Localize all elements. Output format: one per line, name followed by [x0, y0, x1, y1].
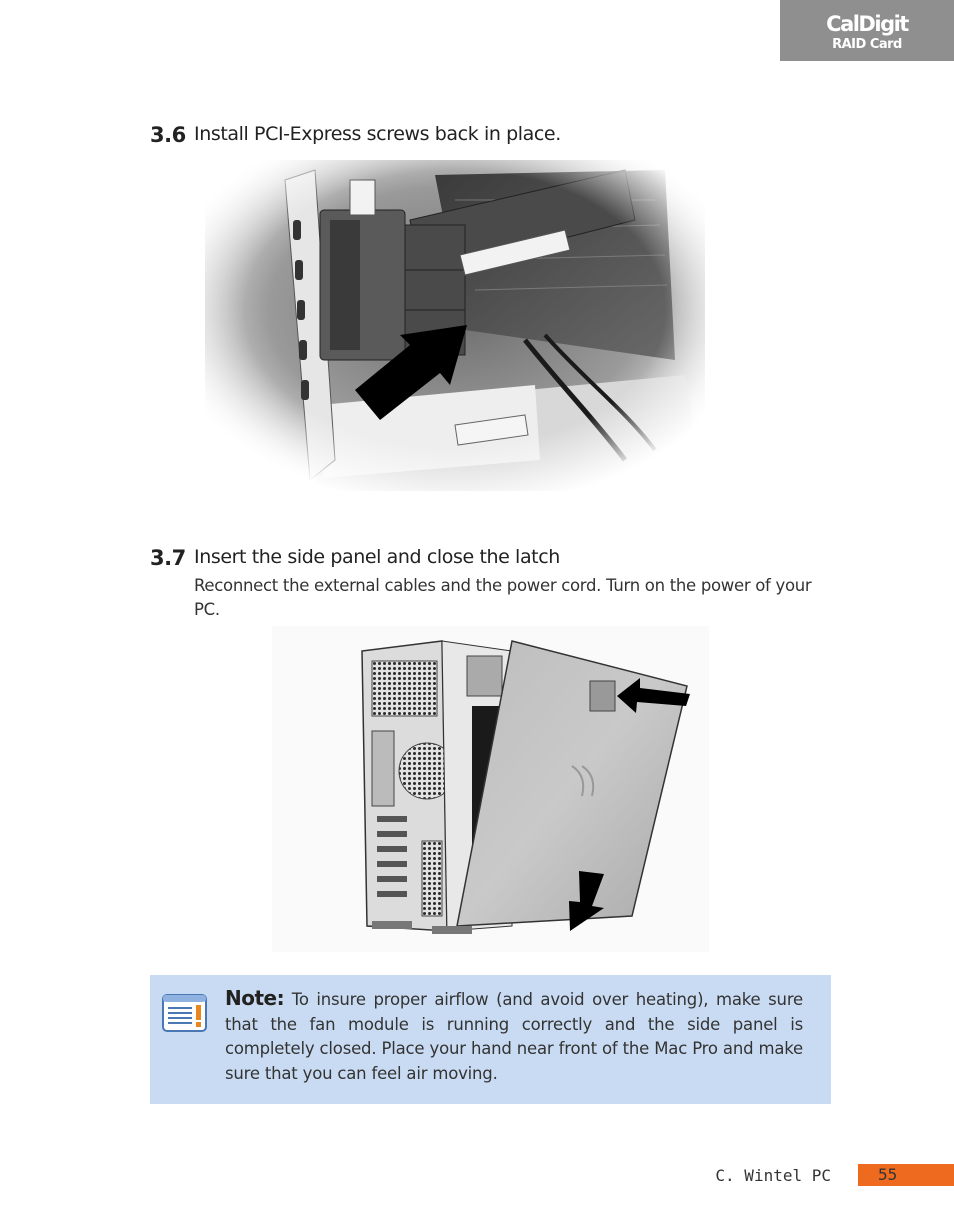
note-body: To insure proper airflow (and avoid over heating), make sure that the fan module is running correctly and the side panel is completely closed. Place your hand near front of the Mac Pro and make sure that you can feel air moving.: [225, 990, 803, 1083]
footer-section-name: C. Wintel PC: [715, 1166, 831, 1185]
page-number-tab: [858, 1164, 954, 1186]
note-box: [150, 975, 831, 1104]
side-panel-illustration: [272, 626, 709, 952]
pci-screws-illustration: [205, 160, 705, 491]
brand-subtitle: RAID Card: [832, 37, 902, 52]
brand-logo-tab: [780, 0, 954, 61]
step-number-3-7: 3.7: [150, 546, 186, 570]
note-label: Note:: [225, 986, 285, 1010]
step-title-3-6: Install PCI-Express screws back in place.: [194, 123, 561, 145]
step-number-3-6: 3.6: [150, 123, 186, 147]
note-text-block: [225, 986, 803, 1086]
pci-screws-photo: [205, 160, 705, 491]
side-panel-photo: [272, 626, 709, 952]
brand-name: CalDigit: [826, 12, 908, 36]
page-number: 55: [878, 1165, 898, 1184]
note-warning-icon: [162, 994, 207, 1032]
step-title-3-7: Insert the side panel and close the latch: [194, 546, 560, 568]
step-description-3-7: Reconnect the external cables and the power cord. Turn on the power of your PC.: [194, 576, 812, 619]
